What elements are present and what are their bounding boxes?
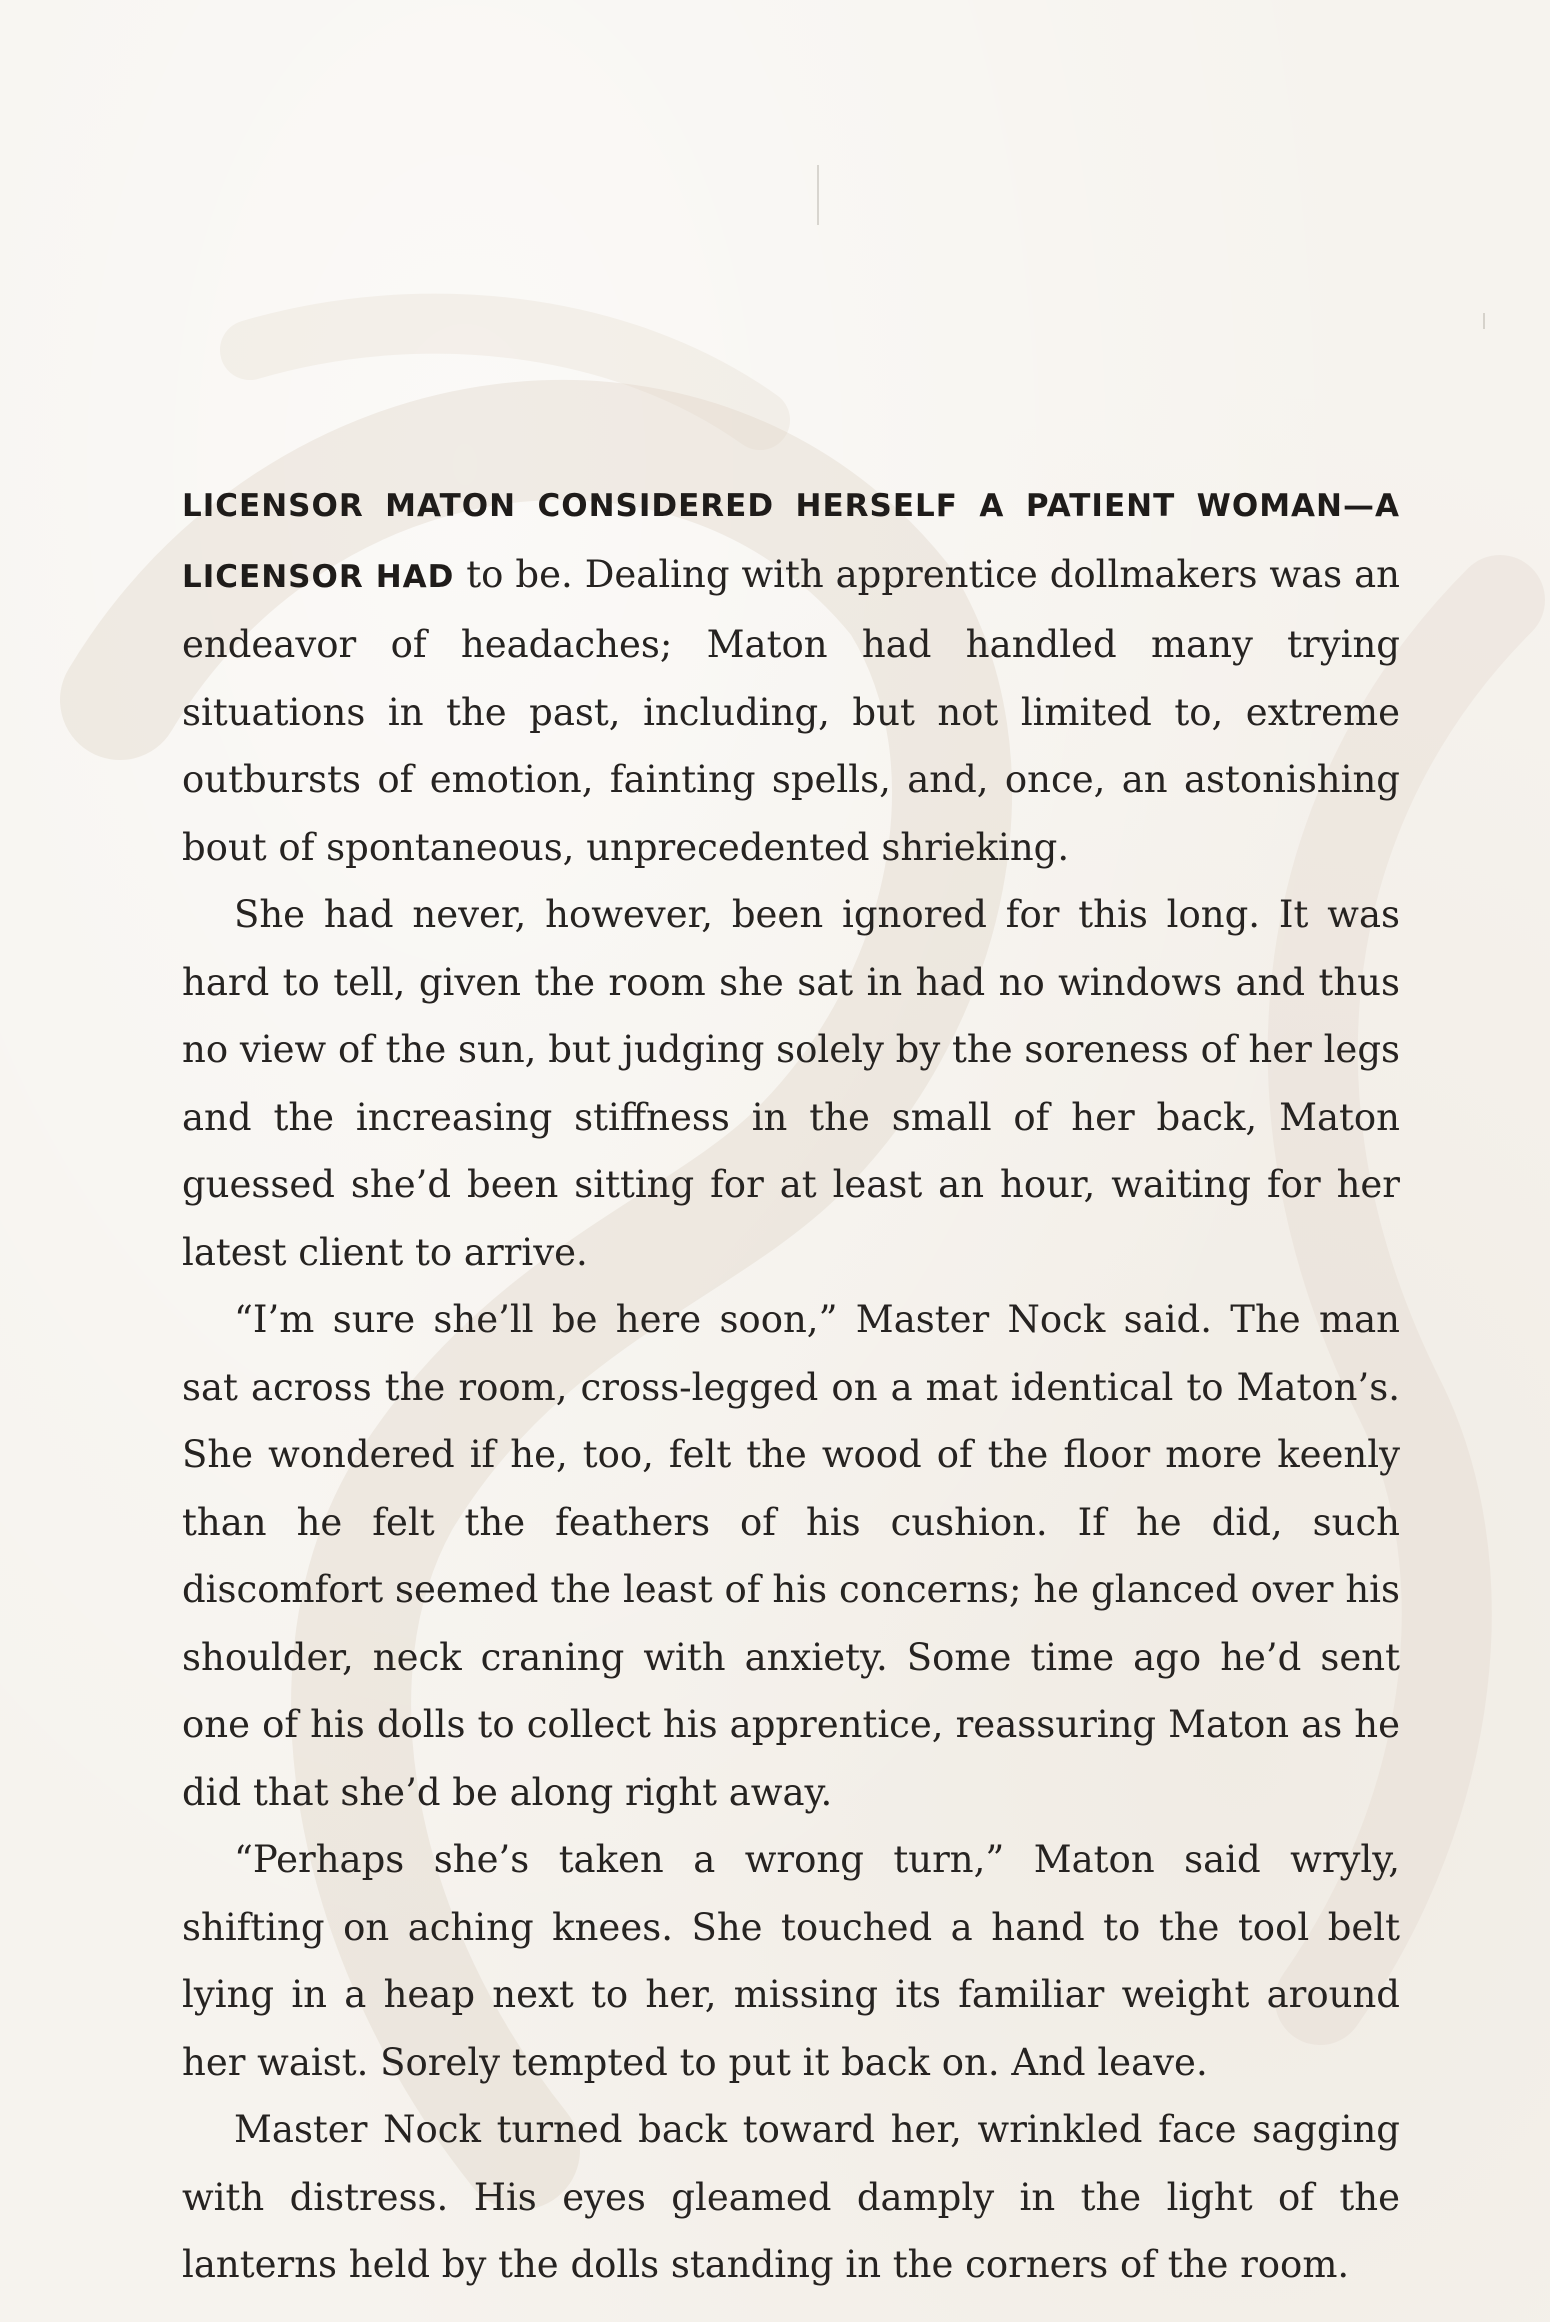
opening-paragraph-text: to be. Dealing with apprentice dollmakers was an endeavor of headaches; Maton had handled many trying situations in the past, including, but not limited to, extreme outbursts of emotion, fainting spells, and, once, an astonishing bout of spontaneous, unprecedented shrieking. <box>182 552 1400 869</box>
paragraph: “Perhaps she’s taken a wrong turn,” Maton said wryly, shifting on aching knees. She touched a hand to the tool belt lying in a heap next to her, missing its familiar weight around her waist. Sorely tempted to put it back on. And leave. <box>182 1838 1400 2084</box>
paragraph: “I’m sure she’ll be here soon,” Master Nock said. The man sat across the room, cross-legged on a mat identical to Maton’s. She wondered if he, too, felt the wood of the floor more keenly than he felt the feathers of his cushion. If he did, such discomfort seemed the least of his concerns; he glanced over his shoulder, neck craning with anxiety. Some time ago he’d sent one of his dolls to collect his apprentice, reassuring Maton as he did that she’d be along right away. <box>182 1298 1400 1814</box>
scan-mark <box>1483 313 1485 329</box>
body-text <box>182 470 1400 2299</box>
opening-paragraph <box>182 470 1400 881</box>
opening-small-caps: LICENSOR MATON CONSIDERED HERSELF A PATIENT WOMAN—A LICENSOR HAD <box>182 488 1400 595</box>
paragraph: Master Nock turned back toward her, wrinkled face sagging with distress. His eyes gleamed damply in the light of the lanterns held by the dolls standing in the corners of the room. <box>182 2108 1400 2286</box>
scan-mark <box>817 165 819 225</box>
paragraph: She had never, however, been ignored for this long. It was hard to tell, given the room she sat in had no windows and thus no view of the sun, but judging solely by the soreness of her legs and the increasing stiffness in the small of her back, Maton guessed she’d been sitting for at least an hour, waiting for her latest client to arrive. <box>182 893 1400 1274</box>
